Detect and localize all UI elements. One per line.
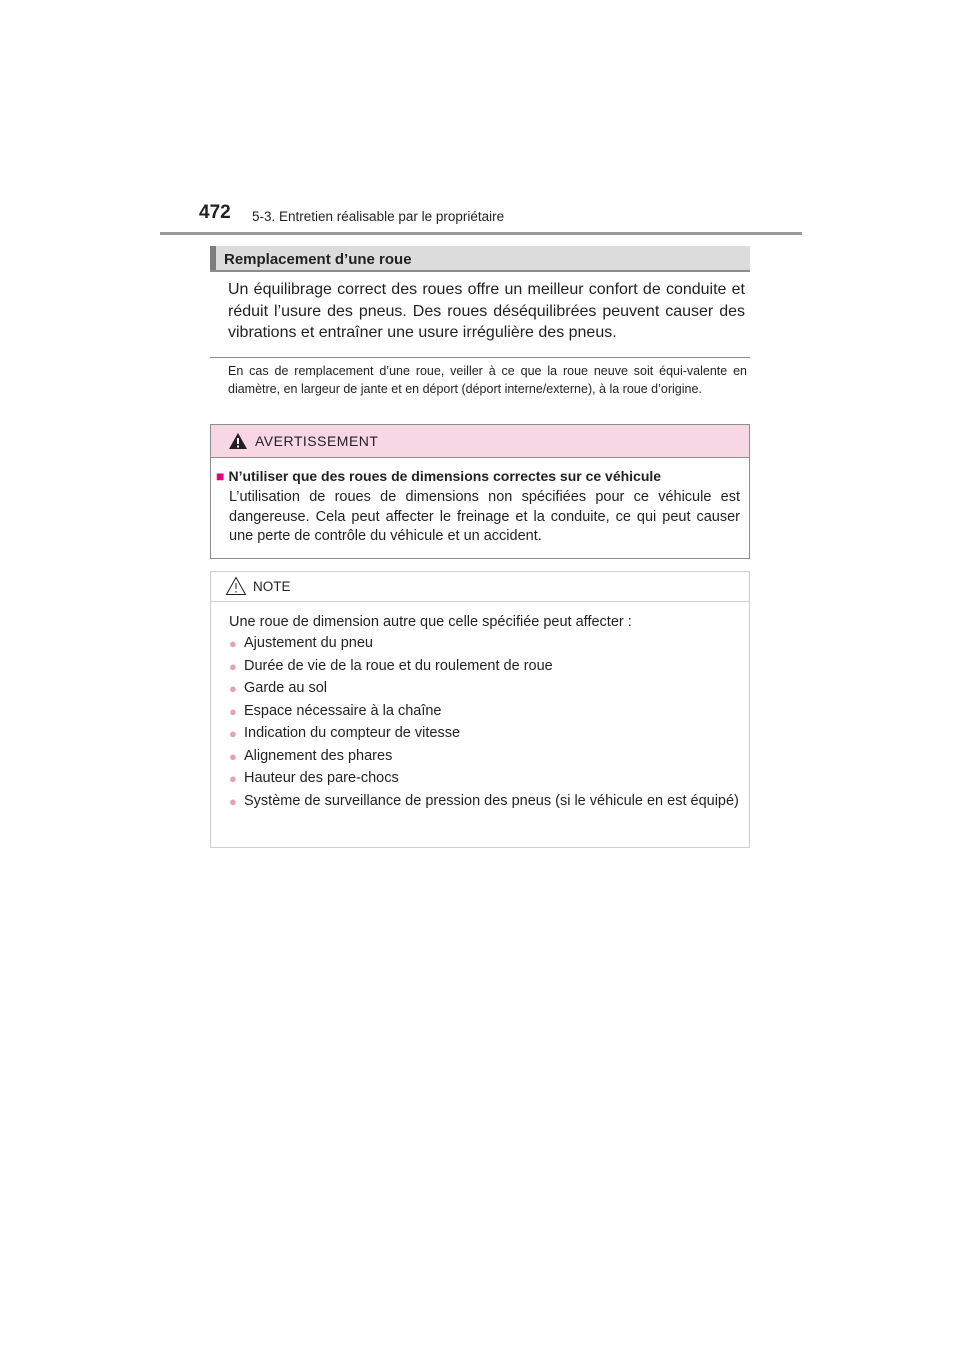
intro-paragraph: Un équilibrage correct des roues offre un meilleur confort de conduite et réduit l’usure des pneus. Des roues déséquilibrées peuvent causer des vibrations et entraîner une usure irrégulière des pneus. xyxy=(228,281,745,341)
divider xyxy=(210,357,750,358)
page-number: 472 xyxy=(199,202,231,223)
list-item: ● Espace nécessaire à la chaîne xyxy=(229,702,442,719)
list-item: ● Ajustement du pneu xyxy=(229,635,373,651)
bullet-icon: ● xyxy=(229,748,237,764)
warning-heading-text: N’utiliser que des roues de dimensions correctes sur ce véhicule xyxy=(228,468,662,484)
warning-title: AVERTISSEMENT xyxy=(255,433,379,449)
warning-body: L’utilisation de roues de dimensions non spécifiées pour ce véhicule est dangereuse. Cela peut affecter le freinage et la conduite, ce qui peut causer une perte de contrôle du véhicule et un accident. xyxy=(229,489,740,544)
chapter-title: 5-3. Entretien réalisable par le propriétaire xyxy=(252,209,505,224)
heading-bar xyxy=(210,246,216,270)
bullet-icon: ● xyxy=(229,636,237,651)
warning-box xyxy=(210,424,750,559)
caution-icon xyxy=(225,576,247,596)
warning-icon xyxy=(228,432,248,450)
bullet-icon: ● xyxy=(229,771,237,786)
list-item: ● Indication du compteur de vitesse xyxy=(229,725,461,741)
warning-heading xyxy=(216,468,661,484)
bullet-icon: ● xyxy=(229,793,237,809)
list-item: ● Alignement des phares xyxy=(229,747,393,764)
square-bullet-icon: ■ xyxy=(216,468,225,484)
section-heading xyxy=(210,246,750,272)
small-note: En cas de remplacement d’une roue, veiller à ce que la roue neuve soit équi-valente en diamètre, en largeur de jante et en déport (déport interne/externe), à la roue d’origine. xyxy=(228,364,747,396)
warning-header xyxy=(211,425,749,458)
note-list xyxy=(229,635,744,815)
note-header xyxy=(211,572,749,602)
section-title: Remplacement d’une roue xyxy=(224,251,412,268)
header-rule xyxy=(160,232,802,235)
note-intro: Une roue de dimension autre que celle spécifiée peut affecter : xyxy=(229,614,632,630)
bullet-icon: ● xyxy=(229,726,237,741)
list-item: ● Garde au sol xyxy=(229,680,328,696)
list-item: ● Durée de vie de la roue et du roulement de roue xyxy=(229,657,553,674)
list-item: ● Hauteur des pare-chocs xyxy=(229,770,399,786)
bullet-icon: ● xyxy=(229,703,237,719)
bullet-icon: ● xyxy=(229,658,237,674)
note-box xyxy=(210,571,750,848)
note-title: NOTE xyxy=(253,579,291,594)
bullet-icon: ● xyxy=(229,681,237,696)
list-item: ● Système de surveillance de pression des pneus (si le véhicule en est équipé) xyxy=(229,792,739,809)
